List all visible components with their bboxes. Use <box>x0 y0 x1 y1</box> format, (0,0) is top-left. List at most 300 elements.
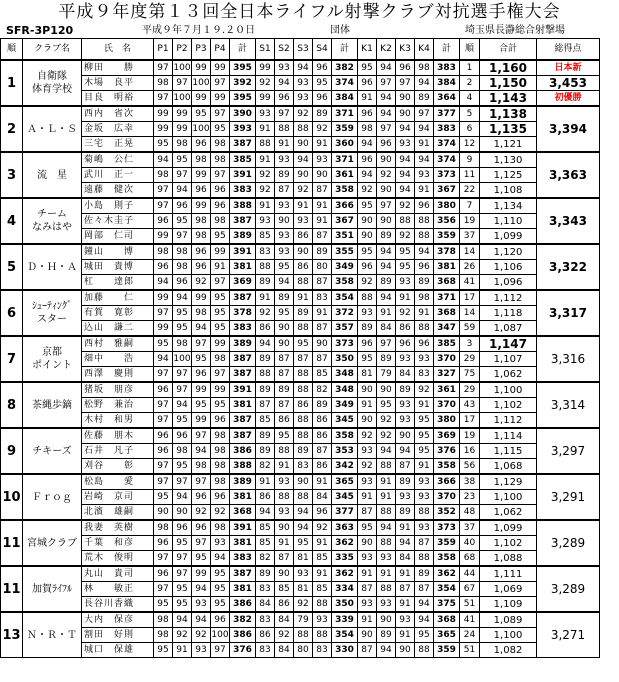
kneeling-total: 370 <box>434 352 460 367</box>
standing-series: 91 <box>313 474 332 490</box>
shooter-name: 西内 省次 <box>82 106 154 122</box>
shooter-name: 武川 正一 <box>82 168 154 183</box>
standing-series: 83 <box>313 290 332 306</box>
kneeling-series: 89 <box>377 229 396 245</box>
kneeling-series: 97 <box>377 336 396 352</box>
team-rank: 4 <box>1 198 23 244</box>
prone-total: 387 <box>230 428 256 444</box>
individual-rank: 19 <box>460 214 480 229</box>
standing-series: 86 <box>275 597 294 613</box>
kneeling-series: 94 <box>396 122 415 137</box>
kneeling-total: 371 <box>434 290 460 306</box>
prone-series: 95 <box>211 582 230 597</box>
standing-total: 355 <box>332 244 358 260</box>
prone-series: 97 <box>154 367 173 383</box>
standing-series: 86 <box>275 413 294 429</box>
standing-series: 85 <box>313 551 332 567</box>
prone-series: 95 <box>192 551 211 567</box>
individual-rank: 51 <box>460 597 480 613</box>
kneeling-series: 96 <box>377 137 396 153</box>
team-score: 3,343 <box>537 198 600 244</box>
subheader <box>0 24 619 38</box>
prone-series: 97 <box>173 229 192 245</box>
kneeling-total: 380 <box>434 413 460 429</box>
kneeling-series: 89 <box>358 321 377 337</box>
kneeling-series: 95 <box>396 244 415 260</box>
individual-rank: 41 <box>460 612 480 628</box>
shooter-name: 加藤 仁 <box>82 290 154 306</box>
kneeling-total: 347 <box>434 321 460 337</box>
table-row <box>1 168 600 183</box>
standing-series: 88 <box>294 122 313 137</box>
kneeling-series: 97 <box>396 76 415 91</box>
individual-total: 1,147 <box>480 336 537 352</box>
shooter-name: 荒木 俊明 <box>82 551 154 567</box>
prone-series: 93 <box>211 536 230 551</box>
prone-series: 96 <box>192 183 211 199</box>
standing-series: 91 <box>275 459 294 475</box>
prone-series: 94 <box>192 612 211 628</box>
standing-series: 95 <box>294 336 313 352</box>
standing-series: 94 <box>294 152 313 168</box>
kneeling-series: 88 <box>358 290 377 306</box>
prone-series: 92 <box>192 628 211 643</box>
standing-total: 363 <box>332 520 358 536</box>
standing-series: 91 <box>275 137 294 153</box>
shooter-name: 木村 和男 <box>82 413 154 429</box>
event-venue: 埼玉県長瀞総合射撃場 <box>465 25 565 36</box>
standing-total: 358 <box>332 183 358 199</box>
prone-series: 94 <box>211 551 230 567</box>
club-name-line: チーム <box>37 209 67 220</box>
shooter-name: 丸山 貴司 <box>82 566 154 582</box>
prone-series: 92 <box>192 505 211 521</box>
individual-rank: 68 <box>460 551 480 567</box>
kneeling-series: 95 <box>415 628 434 643</box>
standing-series: 89 <box>275 290 294 306</box>
prone-total: 395 <box>230 60 256 76</box>
kneeling-series: 94 <box>358 168 377 183</box>
prone-series: 99 <box>192 566 211 582</box>
prone-series: 99 <box>154 229 173 245</box>
club-name-line: 体育学校 <box>32 84 72 95</box>
prone-series: 96 <box>154 382 173 398</box>
standing-series: 85 <box>256 520 275 536</box>
prone-total: 386 <box>230 628 256 643</box>
individual-rank: 9 <box>460 152 480 168</box>
standing-series: 93 <box>294 91 313 107</box>
prone-series: 96 <box>173 520 192 536</box>
kneeling-series: 88 <box>377 459 396 475</box>
kneeling-total: 374 <box>434 137 460 153</box>
shooter-name: 刈谷 彰 <box>82 459 154 475</box>
kneeling-total: 370 <box>434 398 460 413</box>
prone-series: 97 <box>211 643 230 658</box>
individual-total: 1,099 <box>480 520 537 536</box>
prone-series: 98 <box>154 520 173 536</box>
prone-total: 388 <box>230 459 256 475</box>
prone-total: 381 <box>230 536 256 551</box>
table-row <box>1 490 600 505</box>
prone-total: 387 <box>230 566 256 582</box>
kneeling-series: 93 <box>377 551 396 567</box>
individual-rank: 17 <box>460 413 480 429</box>
prone-series: 93 <box>192 643 211 658</box>
individual-rank: 29 <box>460 382 480 398</box>
standing-series: 99 <box>256 60 275 76</box>
shooter-name: 菊嶋 公仁 <box>82 152 154 168</box>
shooter-name: 木場 良平 <box>82 76 154 91</box>
standing-total: 373 <box>332 336 358 352</box>
prone-series: 97 <box>173 76 192 91</box>
table-row <box>1 91 600 107</box>
prone-total: 393 <box>230 122 256 137</box>
table-row <box>1 428 600 444</box>
standing-series: 91 <box>256 474 275 490</box>
kneeling-series: 98 <box>415 290 434 306</box>
kneeling-total: 359 <box>434 229 460 245</box>
individual-total: 1,102 <box>480 536 537 551</box>
standing-total: 339 <box>332 612 358 628</box>
kneeling-series: 95 <box>415 413 434 429</box>
prone-total: 391 <box>230 168 256 183</box>
team-rank: 2 <box>1 106 23 152</box>
standing-total: 351 <box>332 229 358 245</box>
standing-series: 95 <box>275 428 294 444</box>
kneeling-series: 92 <box>396 306 415 321</box>
team-score: 3,289 <box>537 520 600 566</box>
standing-series: 93 <box>275 474 294 490</box>
individual-total: 1,121 <box>480 137 537 153</box>
individual-rank: 37 <box>460 520 480 536</box>
kneeling-series: 95 <box>396 260 415 275</box>
standing-series: 92 <box>256 168 275 183</box>
prone-total: 387 <box>230 137 256 153</box>
prone-series: 97 <box>173 566 192 582</box>
standing-series: 90 <box>275 566 294 582</box>
standing-series: 86 <box>256 490 275 505</box>
kneeling-series: 94 <box>396 183 415 199</box>
club-name-line: 自衛隊 <box>37 71 67 82</box>
shooter-name: 猪坂 朋彦 <box>82 382 154 398</box>
kneeling-series: 92 <box>358 428 377 444</box>
prone-series: 94 <box>154 352 173 367</box>
individual-total: 1,088 <box>480 551 537 567</box>
standing-series: 85 <box>256 229 275 245</box>
club-name <box>23 290 82 336</box>
prone-total: 383 <box>230 183 256 199</box>
individual-rank: 19 <box>460 428 480 444</box>
prone-total: 383 <box>230 321 256 337</box>
results-table <box>0 38 600 658</box>
prone-total: 391 <box>230 520 256 536</box>
standing-series: 94 <box>256 336 275 352</box>
kneeling-series: 90 <box>396 643 415 658</box>
prone-series: 97 <box>192 428 211 444</box>
standing-series: 83 <box>256 612 275 628</box>
kneeling-series: 91 <box>358 566 377 582</box>
standing-series: 87 <box>313 321 332 337</box>
column-header: 氏 名 <box>82 39 154 61</box>
standing-series: 91 <box>294 290 313 306</box>
kneeling-series: 89 <box>396 382 415 398</box>
kneeling-series: 90 <box>358 413 377 429</box>
kneeling-series: 96 <box>415 336 434 352</box>
standing-series: 93 <box>294 76 313 91</box>
standing-series: 87 <box>313 444 332 459</box>
standing-total: 372 <box>332 306 358 321</box>
kneeling-total: 368 <box>434 612 460 628</box>
individual-total: 1,089 <box>480 612 537 628</box>
individual-rank: 7 <box>460 198 480 214</box>
standing-series: 88 <box>294 413 313 429</box>
standing-total: 348 <box>332 367 358 383</box>
prone-series: 92 <box>173 628 192 643</box>
individual-rank: 5 <box>460 106 480 122</box>
kneeling-series: 84 <box>377 321 396 337</box>
prone-series: 92 <box>211 505 230 521</box>
kneeling-series: 93 <box>396 398 415 413</box>
prone-series: 94 <box>192 321 211 337</box>
team-rank: 6 <box>1 290 23 336</box>
prone-series: 98 <box>173 244 192 260</box>
kneeling-total: 385 <box>434 336 460 352</box>
page-title: 平成９年度第１３回全日本ライフル射撃クラブ対抗選手権大会 <box>58 2 561 22</box>
individual-total: 1,160 <box>480 60 537 76</box>
table-row <box>1 566 600 582</box>
kneeling-series: 96 <box>358 152 377 168</box>
kneeling-series: 94 <box>415 76 434 91</box>
kneeling-series: 88 <box>415 214 434 229</box>
column-header: 総得点 <box>537 39 600 61</box>
kneeling-series: 88 <box>415 551 434 567</box>
kneeling-total: 327 <box>434 367 460 383</box>
prone-series: 98 <box>192 229 211 245</box>
standing-series: 85 <box>275 582 294 597</box>
prone-total: 390 <box>230 106 256 122</box>
standing-series: 89 <box>313 244 332 260</box>
prone-series: 97 <box>192 536 211 551</box>
standing-series: 88 <box>294 382 313 398</box>
kneeling-series: 94 <box>377 91 396 107</box>
kneeling-series: 94 <box>396 444 415 459</box>
standing-series: 90 <box>294 244 313 260</box>
kneeling-series: 92 <box>358 183 377 199</box>
column-header: K3 <box>396 39 415 61</box>
standing-series: 91 <box>313 137 332 153</box>
kneeling-series: 89 <box>377 628 396 643</box>
standing-series: 96 <box>275 91 294 107</box>
prone-total: 381 <box>230 398 256 413</box>
prone-series: 96 <box>211 490 230 505</box>
shooter-name: 松島 愛 <box>82 474 154 490</box>
shooter-name: 佐藤 朋木 <box>82 428 154 444</box>
table-row <box>1 643 600 658</box>
prone-series: 98 <box>173 444 192 459</box>
kneeling-total: 356 <box>434 214 460 229</box>
standing-total: 342 <box>332 459 358 475</box>
table-row <box>1 444 600 459</box>
prone-series: 96 <box>173 198 192 214</box>
table-row <box>1 152 600 168</box>
table-row <box>1 306 600 321</box>
standing-series: 87 <box>275 367 294 383</box>
table-row <box>1 198 600 214</box>
table-row <box>1 290 600 306</box>
prone-series: 95 <box>192 352 211 367</box>
kneeling-series: 87 <box>358 505 377 521</box>
kneeling-series: 91 <box>358 91 377 107</box>
prone-series: 95 <box>173 582 192 597</box>
prone-series: 95 <box>173 321 192 337</box>
team-rank: 13 <box>1 612 23 658</box>
club-name <box>23 382 82 428</box>
kneeling-total: 358 <box>434 459 460 475</box>
standing-series: 83 <box>256 244 275 260</box>
kneeling-series: 91 <box>396 597 415 613</box>
kneeling-series: 87 <box>415 582 434 597</box>
standing-series: 93 <box>313 152 332 168</box>
individual-rank: 41 <box>460 275 480 291</box>
standing-series: 83 <box>313 643 332 658</box>
prone-total: 387 <box>230 367 256 383</box>
individual-rank: 23 <box>460 490 480 505</box>
standing-series: 87 <box>275 398 294 413</box>
kneeling-series: 94 <box>396 152 415 168</box>
prone-series: 98 <box>211 352 230 367</box>
standing-series: 87 <box>313 183 332 199</box>
club-name <box>23 198 82 244</box>
individual-total: 1,125 <box>480 168 537 183</box>
individual-total: 1,096 <box>480 275 537 291</box>
standing-series: 86 <box>313 459 332 475</box>
prone-total: 391 <box>230 382 256 398</box>
table-row <box>1 244 600 260</box>
standing-series: 91 <box>313 198 332 214</box>
shooter-name: 岡部 仁司 <box>82 229 154 245</box>
prone-total: 386 <box>230 597 256 613</box>
kneeling-series: 87 <box>415 536 434 551</box>
standing-series: 88 <box>294 321 313 337</box>
standing-series: 92 <box>313 122 332 137</box>
kneeling-series: 88 <box>377 536 396 551</box>
table-row <box>1 551 600 567</box>
kneeling-series: 87 <box>396 582 415 597</box>
standing-series: 95 <box>275 260 294 275</box>
standing-series: 92 <box>294 597 313 613</box>
shooter-name: 鐘山 博 <box>82 244 154 260</box>
column-header: クラブ名 <box>23 39 82 61</box>
standing-series: 93 <box>256 214 275 229</box>
standing-series: 89 <box>256 352 275 367</box>
standing-total: 350 <box>332 352 358 367</box>
club-name-line: チキーズ <box>32 445 72 457</box>
prone-series: 97 <box>173 168 192 183</box>
kneeling-series: 96 <box>396 336 415 352</box>
table-row <box>1 214 600 229</box>
individual-total: 1,130 <box>480 152 537 168</box>
standing-total: 374 <box>332 76 358 91</box>
kneeling-series: 88 <box>396 214 415 229</box>
prone-series: 94 <box>173 490 192 505</box>
kneeling-total: 374 <box>434 152 460 168</box>
prone-total: 386 <box>230 444 256 459</box>
prone-series: 93 <box>192 597 211 613</box>
kneeling-series: 97 <box>377 76 396 91</box>
standing-series: 86 <box>256 628 275 643</box>
prone-total: 387 <box>230 352 256 367</box>
standing-series: 95 <box>294 536 313 551</box>
prone-series: 96 <box>154 260 173 275</box>
prone-series: 97 <box>154 582 173 597</box>
prone-series: 94 <box>192 444 211 459</box>
shooter-name: 遠藤 健次 <box>82 183 154 199</box>
kneeling-series: 93 <box>415 490 434 505</box>
shooter-name: 金坂 広幸 <box>82 122 154 137</box>
kneeling-series: 97 <box>377 122 396 137</box>
standing-series: 94 <box>294 520 313 536</box>
prone-series: 95 <box>173 152 192 168</box>
kneeling-series: 88 <box>415 505 434 521</box>
kneeling-total: 383 <box>434 122 460 137</box>
standing-series: 88 <box>294 628 313 643</box>
kneeling-total: 377 <box>434 106 460 122</box>
standing-series: 93 <box>294 566 313 582</box>
kneeling-series: 91 <box>396 628 415 643</box>
prone-series: 97 <box>211 168 230 183</box>
club-name-line: Ｄ・Ｈ・Ａ <box>27 261 77 273</box>
prone-series: 95 <box>192 398 211 413</box>
shooter-name: 柳田 勝 <box>82 60 154 76</box>
standing-total: 353 <box>332 444 358 459</box>
standing-series: 87 <box>313 229 332 245</box>
table-body <box>1 60 600 658</box>
prone-total: 392 <box>230 76 256 91</box>
prone-series: 96 <box>192 137 211 153</box>
prone-series: 98 <box>173 137 192 153</box>
standing-series: 97 <box>275 106 294 122</box>
prone-series: 95 <box>173 597 192 613</box>
kneeling-series: 91 <box>377 490 396 505</box>
prone-series: 99 <box>192 413 211 429</box>
kneeling-series: 95 <box>415 428 434 444</box>
kneeling-series: 90 <box>358 214 377 229</box>
kneeling-series: 96 <box>358 76 377 91</box>
event-date: 平成９年７月１９.２０日 <box>142 25 256 36</box>
standing-total: 361 <box>332 168 358 183</box>
kneeling-series: 94 <box>415 122 434 137</box>
kneeling-series: 94 <box>415 244 434 260</box>
prone-series: 96 <box>211 198 230 214</box>
prone-series: 97 <box>154 474 173 490</box>
table-row <box>1 229 600 245</box>
team-score: 3,394 <box>537 106 600 152</box>
individual-rank: 22 <box>460 183 480 199</box>
prone-series: 97 <box>211 367 230 383</box>
prone-series: 98 <box>211 137 230 153</box>
standing-series: 92 <box>256 183 275 199</box>
standing-series: 82 <box>256 551 275 567</box>
standing-series: 91 <box>294 198 313 214</box>
kneeling-series: 96 <box>415 260 434 275</box>
prone-series: 97 <box>154 183 173 199</box>
table-row <box>1 628 600 643</box>
kneeling-series: 90 <box>358 536 377 551</box>
team-rank: 11 <box>1 520 23 566</box>
standing-series: 84 <box>313 490 332 505</box>
kneeling-series: 91 <box>415 459 434 475</box>
prone-series: 98 <box>154 628 173 643</box>
